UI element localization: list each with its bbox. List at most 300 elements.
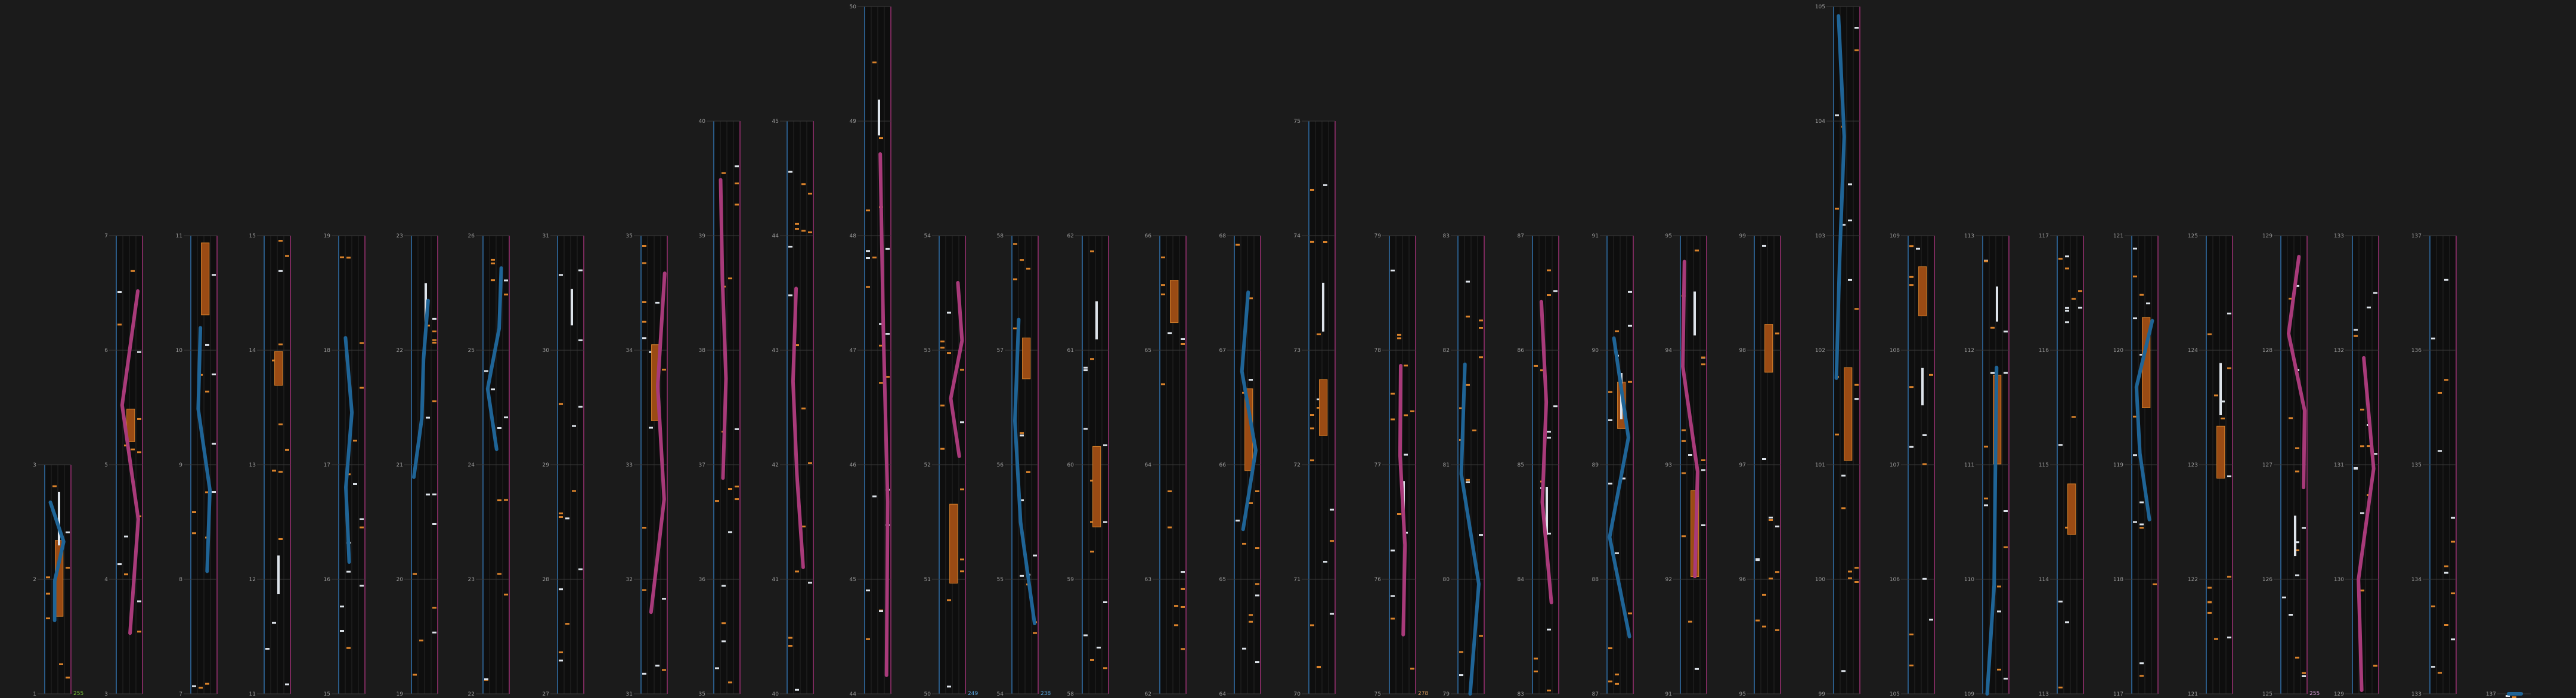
note-marker	[1459, 651, 1463, 653]
note-marker	[1310, 241, 1314, 243]
note-marker	[2140, 502, 2144, 504]
note-marker	[1547, 690, 1551, 691]
note-marker	[1841, 507, 1846, 509]
note-marker	[1547, 629, 1551, 631]
measure-number: 11	[249, 691, 256, 697]
note-marker	[722, 172, 726, 174]
note-marker	[1020, 259, 1024, 261]
note-marker	[1922, 463, 1927, 465]
note-marker	[66, 567, 70, 569]
measure-number: 79	[1374, 233, 1381, 239]
note-marker	[1323, 241, 1327, 243]
measure-number: 101	[1815, 462, 1825, 468]
note-marker	[1984, 446, 1988, 447]
note-marker	[1701, 357, 1705, 359]
measure-number: 128	[2262, 348, 2272, 354]
note-marker	[960, 421, 964, 423]
note-marker	[788, 294, 792, 296]
note-marker	[940, 448, 945, 450]
lane-column	[1294, 119, 1335, 697]
measure-number: 117	[2038, 233, 2049, 239]
note-marker	[205, 344, 209, 346]
note-marker	[1854, 567, 1859, 569]
note-marker	[340, 257, 344, 258]
hold-note	[878, 100, 880, 135]
measure-number: 110	[1964, 577, 1974, 583]
measure-number: 43	[772, 348, 779, 354]
measure-number: 134	[2411, 577, 2422, 583]
note-marker	[795, 570, 799, 572]
measure-number: 52	[924, 462, 931, 468]
note-marker	[1909, 245, 1914, 247]
note-marker	[2004, 678, 2008, 680]
note-marker	[1990, 327, 1995, 329]
measure-number: 75	[1293, 119, 1301, 125]
note-marker	[1391, 595, 1395, 597]
note-marker	[278, 424, 283, 425]
note-marker	[655, 665, 660, 666]
note-marker	[2295, 657, 2299, 659]
note-marker	[662, 669, 666, 671]
note-marker	[1255, 490, 1259, 492]
note-marker	[1854, 308, 1859, 310]
measure-number: 88	[1592, 577, 1599, 583]
note-marker	[1762, 594, 1766, 596]
note-marker	[728, 681, 732, 683]
measure-number: 65	[1219, 577, 1226, 583]
note-marker	[2360, 589, 2364, 591]
note-marker	[801, 183, 806, 185]
note-marker	[432, 632, 436, 634]
note-marker	[1769, 577, 1773, 579]
measure-number: 17	[323, 462, 330, 468]
note-marker	[2153, 583, 2157, 585]
note-marker	[728, 277, 732, 279]
note-marker	[1391, 617, 1395, 619]
note-marker	[2282, 597, 2286, 598]
note-marker	[642, 262, 646, 264]
measure-number: 1	[33, 691, 36, 697]
note-marker	[137, 351, 141, 353]
note-marker	[2065, 267, 2069, 269]
measure-number: 100	[1815, 577, 1825, 583]
note-marker	[559, 651, 563, 653]
note-marker	[504, 594, 508, 595]
note-marker	[131, 270, 135, 272]
measure-number: 24	[467, 462, 475, 468]
bpm-readout: 255	[73, 691, 84, 697]
note-marker	[808, 231, 812, 233]
note-marker	[1848, 571, 1852, 573]
note-marker	[1181, 588, 1185, 590]
note-marker	[360, 518, 364, 520]
note-marker	[212, 274, 216, 276]
lane-column	[1518, 233, 1559, 697]
note-marker	[124, 573, 128, 575]
note-marker	[2065, 255, 2069, 257]
note-marker	[1330, 540, 1334, 542]
note-marker	[1762, 458, 1766, 460]
measure-number: 64	[1219, 691, 1226, 697]
measure-number: 82	[1442, 348, 1450, 354]
note-marker	[360, 527, 364, 529]
note-marker	[2431, 606, 2435, 607]
note-marker	[1854, 398, 1859, 400]
measure-number: 130	[2333, 577, 2344, 583]
note-marker	[1090, 358, 1094, 360]
note-marker	[2133, 248, 2137, 249]
note-marker	[801, 230, 806, 231]
note-marker	[1479, 327, 1483, 329]
note-marker	[1854, 581, 1859, 583]
note-marker	[1161, 294, 1165, 295]
measure-number: 35	[698, 691, 705, 697]
note-marker	[1097, 647, 1101, 648]
measure-number: 98	[1739, 348, 1746, 354]
note-marker	[1236, 520, 1240, 521]
measure-number: 115	[2038, 462, 2049, 468]
note-marker	[419, 640, 423, 641]
note-marker	[795, 223, 799, 225]
note-marker	[278, 471, 283, 473]
note-marker	[1762, 626, 1766, 628]
note-marker	[722, 640, 726, 642]
note-marker	[504, 294, 508, 295]
note-marker	[1397, 513, 1401, 515]
measure-number: 2	[33, 577, 36, 583]
note-marker	[1775, 629, 1779, 631]
measure-number: 91	[1665, 691, 1672, 697]
note-marker	[788, 645, 792, 647]
note-marker	[1479, 320, 1483, 322]
measure-number: 97	[1739, 462, 1746, 468]
measure-number: 32	[626, 577, 633, 583]
measure-number: 131	[2333, 462, 2344, 468]
note-marker	[578, 569, 583, 570]
note-marker	[1083, 428, 1088, 430]
note-marker	[2451, 638, 2455, 640]
note-marker	[866, 638, 870, 640]
measure-number: 135	[2411, 462, 2422, 468]
note-marker	[117, 563, 122, 565]
note-marker	[1103, 444, 1107, 446]
measure-number: 71	[1293, 577, 1301, 583]
measure-number: 133	[2411, 691, 2422, 697]
hold-note	[1023, 338, 1030, 379]
note-marker	[1929, 619, 1933, 620]
measure-number: 118	[2113, 577, 2123, 583]
note-marker	[1984, 504, 1988, 506]
note-marker	[1547, 294, 1551, 296]
measure-number: 125	[2187, 233, 2198, 239]
note-marker	[2214, 638, 2218, 640]
note-marker	[1909, 446, 1914, 448]
lane-column	[1145, 233, 1186, 697]
note-marker	[866, 589, 870, 591]
measure-number: 89	[1592, 462, 1599, 468]
note-marker	[1255, 595, 1259, 597]
measure-number: 94	[1665, 348, 1672, 354]
note-marker	[1090, 659, 1094, 661]
measure-number: 58	[1067, 691, 1074, 697]
note-marker	[2140, 662, 2144, 664]
note-marker	[788, 171, 792, 173]
hold-note	[571, 289, 573, 325]
note-marker	[117, 291, 122, 293]
note-marker	[735, 486, 739, 487]
note-marker	[1534, 657, 1538, 659]
lane-column	[249, 233, 290, 697]
note-marker	[649, 427, 653, 428]
note-marker	[715, 500, 719, 502]
note-marker	[1682, 535, 1686, 537]
note-marker	[947, 352, 951, 354]
measure-number: 33	[626, 462, 633, 468]
note-marker	[497, 573, 501, 575]
note-marker	[866, 209, 870, 211]
measure-number: 79	[1442, 691, 1450, 697]
note-marker	[285, 449, 289, 451]
measure-number: 60	[1067, 462, 1074, 468]
note-marker	[1553, 290, 1558, 292]
note-marker	[866, 286, 870, 288]
measure-number: 63	[1144, 577, 1151, 583]
note-marker	[1013, 243, 1017, 245]
hold-note	[1693, 292, 1696, 336]
note-marker	[1682, 430, 1686, 431]
note-marker	[642, 673, 646, 675]
note-marker	[1103, 667, 1107, 669]
measure-number: 123	[2187, 462, 2198, 468]
measure-number: 109	[1889, 233, 1900, 239]
measure-number: 36	[698, 577, 705, 583]
note-marker	[642, 527, 646, 529]
note-marker	[2058, 258, 2063, 260]
note-marker	[2360, 445, 2364, 447]
note-marker	[491, 279, 495, 281]
note-marker	[1255, 547, 1259, 549]
measure-number: 13	[249, 462, 256, 468]
note-marker	[1909, 665, 1914, 666]
note-marker	[212, 443, 216, 444]
note-marker	[2373, 292, 2377, 294]
note-marker	[1410, 410, 1414, 412]
measure-number: 39	[698, 233, 705, 239]
note-marker	[346, 647, 351, 649]
note-marker	[491, 259, 495, 261]
measure-number: 64	[1144, 462, 1151, 468]
measure-number: 5	[104, 462, 108, 468]
measure-number: 105	[1889, 691, 1900, 697]
bpm-readout: 249	[968, 691, 979, 697]
note-marker	[728, 531, 732, 533]
measure-number: 45	[849, 577, 856, 583]
measure-number: 92	[1665, 577, 1672, 583]
note-marker	[1404, 365, 1408, 366]
measure-number: 49	[849, 119, 856, 125]
measure-number: 41	[772, 577, 779, 583]
note-marker	[1161, 383, 1165, 385]
measure-number: 20	[396, 577, 403, 583]
note-marker	[788, 637, 792, 639]
note-marker	[642, 301, 646, 303]
measure-number: 10	[175, 348, 182, 354]
note-marker	[2221, 418, 2225, 419]
note-marker	[642, 321, 646, 323]
measure-number: 73	[1293, 348, 1301, 354]
note-marker	[504, 416, 508, 418]
measure-number: 54	[996, 691, 1004, 697]
note-marker	[808, 193, 812, 194]
note-marker	[46, 593, 50, 595]
note-marker	[2072, 416, 2076, 418]
note-marker	[940, 404, 945, 406]
note-marker	[1997, 669, 2001, 671]
note-marker	[2289, 417, 2293, 419]
measure-number: 44	[849, 691, 856, 697]
note-marker	[272, 470, 276, 472]
note-marker	[353, 440, 357, 441]
note-marker	[1330, 509, 1334, 511]
note-marker	[1848, 220, 1852, 221]
measure-number: 25	[467, 348, 475, 354]
note-marker	[565, 517, 569, 519]
lane-column	[2039, 233, 2083, 697]
measure-number: 35	[626, 233, 633, 239]
note-marker	[272, 622, 276, 624]
measure-number: 3	[104, 691, 108, 697]
lane-column	[850, 4, 891, 697]
note-marker	[2207, 601, 2212, 603]
note-marker	[947, 685, 951, 687]
note-marker	[872, 61, 877, 63]
measure-number: 114	[2038, 577, 2049, 583]
note-marker	[2058, 687, 2063, 688]
measure-number: 50	[849, 4, 856, 10]
lane-column	[1890, 233, 1934, 697]
note-marker	[1083, 369, 1088, 371]
note-marker	[426, 417, 430, 419]
note-marker	[1020, 575, 1024, 577]
note-marker	[1835, 434, 1839, 436]
measure-number: 3	[33, 462, 36, 468]
lane-column	[997, 233, 1051, 697]
note-marker	[1479, 534, 1483, 536]
measure-number: 72	[1293, 462, 1301, 468]
lane-column	[1665, 233, 1707, 697]
measure-number: 7	[179, 691, 182, 697]
note-marker	[1762, 245, 1766, 247]
measure-number: 102	[1815, 348, 1825, 354]
note-marker	[2072, 298, 2076, 300]
measure-number: 84	[1517, 577, 1524, 583]
measure-number: 111	[1964, 462, 1974, 468]
note-marker	[1997, 610, 2001, 612]
bpm-readout: 278	[1418, 691, 1429, 697]
measure-number: 26	[467, 233, 475, 239]
note-marker	[1929, 374, 1933, 376]
note-marker	[52, 485, 57, 487]
hold-note	[950, 504, 958, 583]
note-marker	[432, 318, 436, 320]
note-marker	[879, 137, 883, 139]
note-marker	[1628, 325, 1632, 327]
measure-number: 76	[1374, 577, 1381, 583]
hold-note	[2068, 484, 2076, 535]
note-marker	[1391, 418, 1395, 420]
note-marker	[879, 382, 883, 384]
note-marker	[1547, 437, 1551, 438]
note-marker	[722, 622, 726, 624]
note-marker	[1168, 490, 1172, 492]
hold-note	[1095, 301, 1098, 339]
measure-number: 86	[1517, 348, 1524, 354]
measure-number: 120	[2113, 348, 2123, 354]
note-marker	[2360, 409, 2364, 410]
lane-column	[2262, 233, 2320, 697]
note-marker	[1330, 613, 1334, 614]
lane-column	[397, 233, 438, 697]
note-marker	[808, 462, 812, 464]
lane-column	[2334, 233, 2379, 697]
measure-number: 85	[1517, 462, 1524, 468]
measure-number: 93	[1665, 462, 1672, 468]
hold-note	[2294, 515, 2296, 556]
measure-number: 103	[1815, 233, 1825, 239]
note-marker	[1534, 671, 1538, 672]
note-marker	[2207, 587, 2212, 589]
measure-number: 129	[2262, 233, 2272, 239]
note-marker	[504, 280, 508, 282]
note-marker	[1161, 284, 1165, 286]
note-marker	[578, 406, 583, 407]
note-marker	[340, 606, 344, 607]
measure-number: 119	[2113, 462, 2123, 468]
note-marker	[360, 387, 364, 389]
note-marker	[559, 588, 563, 590]
measure-number: 83	[1442, 233, 1450, 239]
measure-number: 28	[542, 577, 549, 583]
measure-number: 22	[396, 348, 403, 354]
note-marker	[1922, 578, 1927, 580]
measure-number: 91	[1592, 233, 1599, 239]
note-marker	[1255, 583, 1259, 585]
note-marker	[137, 631, 141, 632]
measure-number: 96	[1739, 577, 1746, 583]
note-marker	[1479, 356, 1483, 358]
lane-column	[33, 462, 83, 697]
note-marker	[124, 536, 128, 538]
measure-number: 121	[2113, 233, 2123, 239]
note-marker	[285, 255, 289, 257]
note-marker	[2373, 665, 2377, 667]
note-marker	[59, 663, 63, 665]
note-marker	[1391, 549, 1395, 551]
measure-number: 16	[323, 577, 330, 583]
measure-number: 87	[1592, 691, 1599, 697]
lane-column	[2113, 233, 2158, 697]
note-marker	[655, 302, 660, 304]
note-marker	[1701, 469, 1705, 471]
note-marker	[735, 428, 739, 430]
note-marker	[2367, 307, 2371, 308]
note-marker	[886, 248, 890, 250]
hold-note	[275, 351, 283, 385]
measure-number: 8	[179, 577, 182, 583]
note-marker	[1168, 527, 1172, 529]
note-marker	[278, 344, 283, 345]
note-marker	[2227, 313, 2231, 314]
